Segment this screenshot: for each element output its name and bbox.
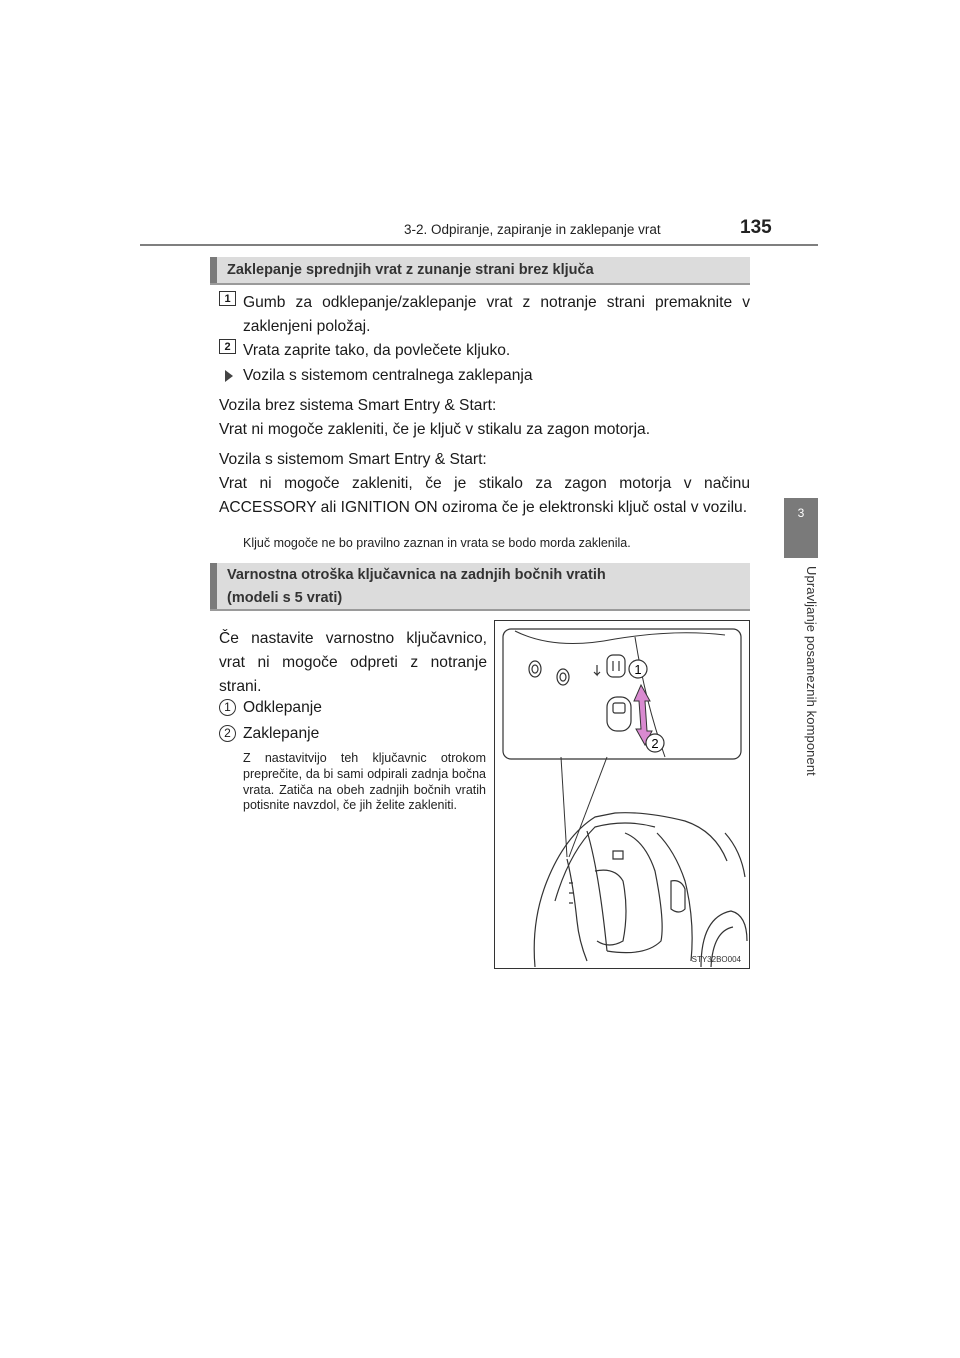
item-number-circle: 2 — [219, 725, 236, 742]
section-heading-bar — [210, 257, 750, 285]
header-section-title: 3-2. Odpiranje, zapiranje in zaklepanje vrat — [404, 222, 661, 237]
item-text: Zaklepanje — [243, 725, 320, 742]
chapter-title: Upravljanje posameznih komponent — [804, 566, 819, 776]
section-heading-line: (modeli s 5 vrati) — [227, 590, 343, 606]
section-heading-line: Varnostna otroška ključavnica na zadnjih bočnih vratih — [227, 567, 606, 583]
paragraph-label: Vozila brez sistema Smart Entry & Start: — [219, 397, 497, 414]
intro-text: Če nastavite varnostno ključavnico, vrat ni mogoče odpreti z notranje strani. — [219, 630, 487, 695]
child-lock-illustration — [494, 620, 750, 969]
item-number-circle: 1 — [219, 699, 236, 716]
section-heading-marker — [210, 257, 217, 283]
illustration-code: STY32BO004 — [691, 955, 741, 964]
car-door-drawing — [495, 621, 749, 968]
chapter-number: 3 — [797, 506, 805, 520]
step-number-box: 1 — [219, 291, 236, 306]
section-heading-marker — [210, 563, 217, 609]
callout-2: 2 — [651, 736, 659, 751]
section-heading-bar — [210, 563, 750, 611]
subheading: Vozila s sistemom centralnega zaklepanja — [243, 367, 533, 384]
paragraph-label: Vozila s sistemom Smart Entry & Start: — [219, 451, 487, 468]
step-text: Gumb za odklepanje/zaklepanje vrat z notranje strani premaknite v zaklenjeni položaj. — [243, 294, 750, 335]
triangle-bullet-icon — [225, 370, 233, 382]
paragraph-text: Vrat ni mogoče zakleniti, če je stikalo za zagon motorja v načinu ACCESSORY ali IGNITION ON oziroma če je elektronski ključ ostal v vozilu. — [219, 475, 750, 516]
callout-1: 1 — [634, 662, 642, 677]
step-text: Vrata zaprite tako, da povlečete kljuko. — [243, 342, 511, 359]
step-number-box: 2 — [219, 339, 236, 354]
header-divider — [140, 244, 818, 246]
paragraph-text: Vrat ni mogoče zakleniti, če je ključ v stikalu za zagon motorja. — [219, 421, 651, 438]
item-text: Odklepanje — [243, 699, 322, 716]
page-number: 135 — [740, 217, 772, 238]
section-heading-text: Zaklepanje sprednjih vrat z zunanje strani brez ključa — [227, 262, 594, 278]
note-text: Ključ mogoče ne bo pravilno zaznan in vrata se bodo morda zaklenila. — [243, 536, 631, 550]
section-heading-text — [227, 563, 606, 610]
note-text: Z nastavitvijo teh ključavnic otrokom preprečite, da bi sami odpirali zadnja bočna vrata. Zatiča na obeh zadnjih bočnih vratih potisnite navzdol, če jih želite zakleniti. — [243, 751, 486, 813]
